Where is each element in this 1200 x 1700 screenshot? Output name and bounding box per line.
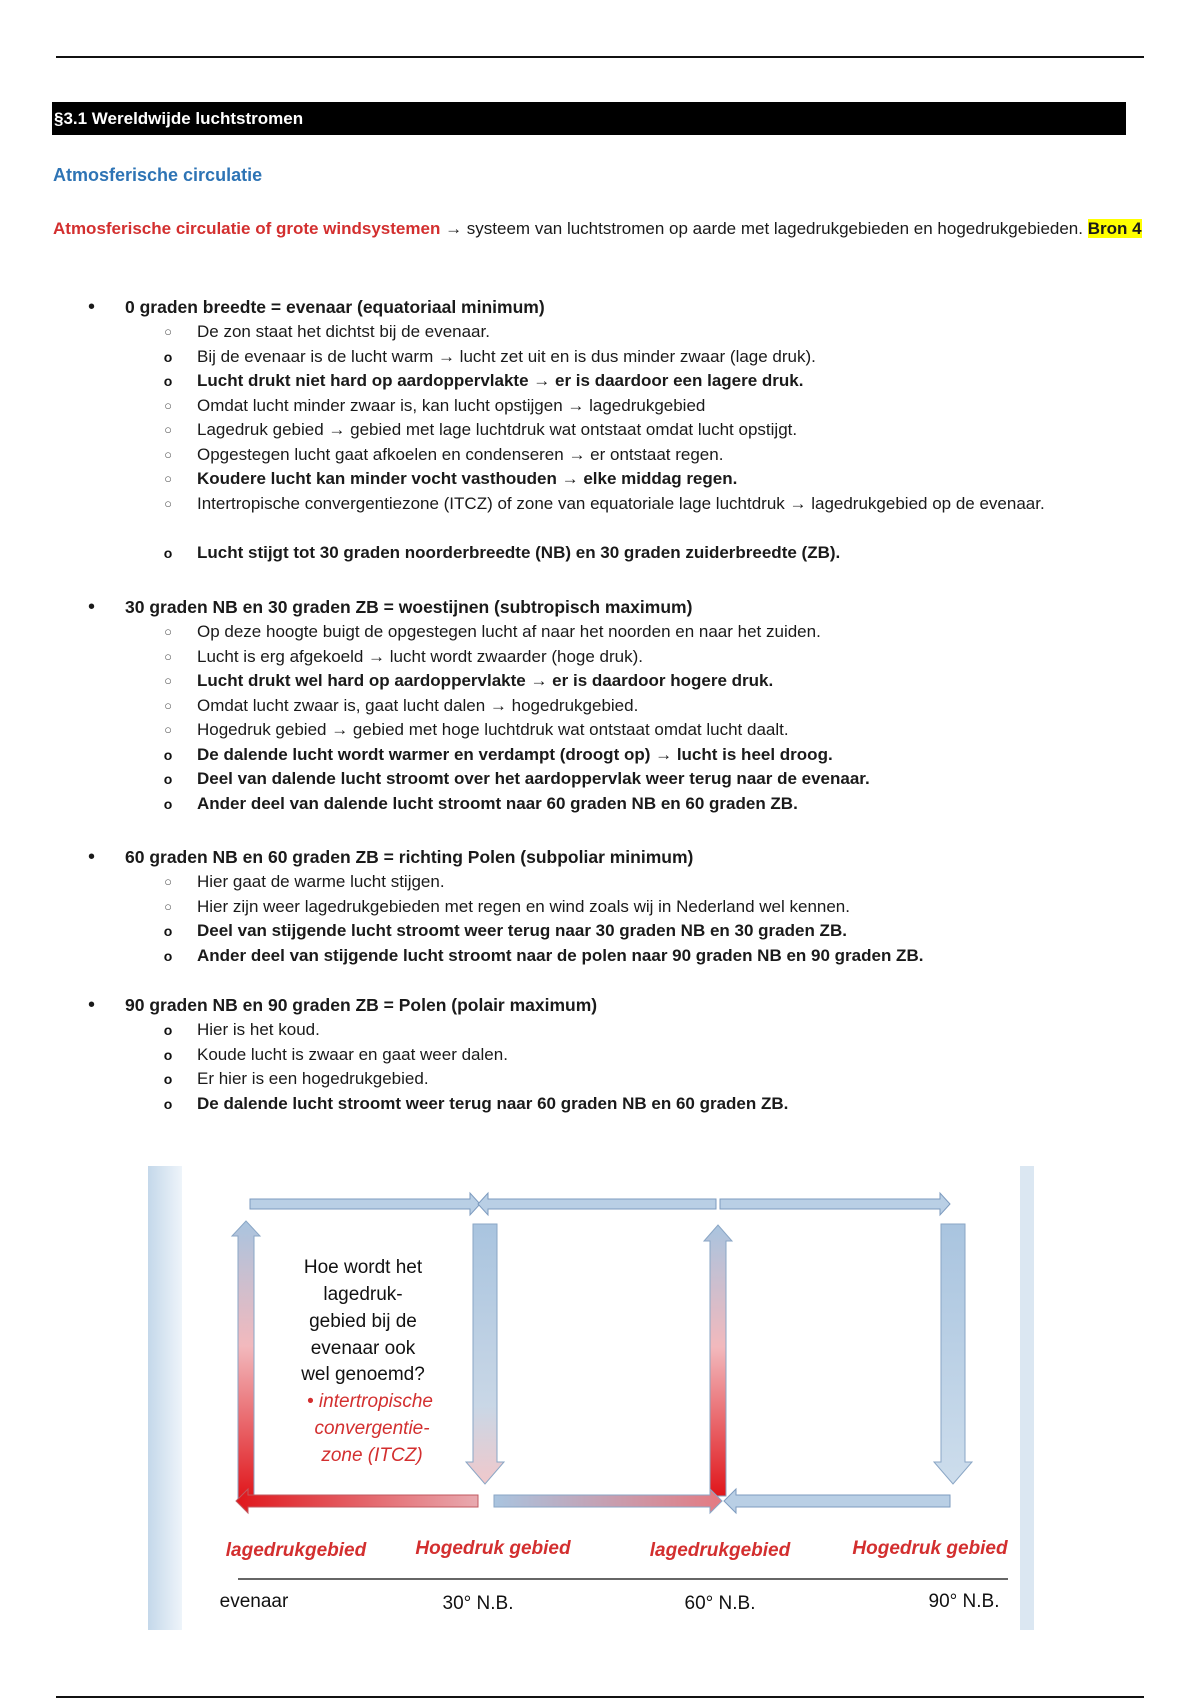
question-line: wel genoemd? [301, 1364, 425, 1385]
list-item: ○ De zon staat het dichtst bij de evenaar. [0, 320, 1200, 345]
latitude-label: evenaar [219, 1591, 289, 1612]
list-item: o Ander deel van dalende lucht stroomt naar 60 graden NB en 60 graden ZB. [0, 792, 1200, 817]
question-line: evenaar ook [310, 1338, 416, 1359]
zone-label: Hogedruk gebied [852, 1538, 1008, 1559]
latitude-label: 30° N.B. [442, 1593, 514, 1614]
list-item: o Hier is het koud. [0, 1018, 1200, 1043]
list-item: o Er hier is een hogedrukgebied. [0, 1067, 1200, 1092]
circle-bullet-icon: ○ [164, 422, 172, 437]
bullet-icon: • [88, 296, 96, 318]
section-title: §3.1 Wereldwijde luchtstromen [52, 102, 1126, 135]
circulation-block-equator [0, 295, 1200, 565]
list-item: ○ Intertropische convergentiezone (ITCZ) of zone van equatoriale lage luchtdruk → lagedrukgebied op de evenaar. [0, 492, 1200, 541]
list-item: o Lucht drukt niet hard op aardoppervlakte → er is daardoor een lagere druk. [0, 369, 1200, 394]
circle-bullet-icon: ○ [164, 648, 172, 664]
rising-air-equator-icon [232, 1221, 260, 1499]
bullet-heading-text: 0 graden breedte = evenaar (equatoriaal minimum) [125, 297, 545, 317]
bullet-heading [0, 295, 1200, 320]
answer-line: • intertropische [307, 1391, 433, 1412]
circle-bullet-icon: ○ [164, 495, 172, 511]
answer-line: convergentie- [314, 1418, 430, 1439]
bullet-icon: • [88, 596, 96, 618]
intro-text: systeem van luchtstromen op aarde met lagedrukgebieden en hogedrukgebieden. [462, 219, 1088, 238]
bullet-icon: • [88, 846, 96, 868]
circulation-block-30 [0, 595, 1200, 816]
list-item: o Bij de evenaar is de lucht warm → lucht zet uit en is dus minder zwaar (lage druk). [0, 345, 1200, 370]
intro-paragraph [53, 216, 1153, 241]
circle-bullet-icon: o [163, 795, 173, 812]
bullet-heading [0, 595, 1200, 620]
subheading: Atmosferische circulatie [53, 165, 263, 185]
answer-line: zone (ITCZ) [321, 1445, 423, 1466]
question-line: gebied bij de [309, 1311, 417, 1332]
circulation-block-90 [0, 993, 1200, 1116]
surface-flow-to-equator-icon [236, 1489, 478, 1513]
bullet-heading-text: 90 graden NB en 90 graden ZB = Polen (polair maximum) [125, 995, 598, 1015]
bottom-rule [56, 1696, 1144, 1698]
zone-label: Hogedruk gebied [415, 1538, 571, 1559]
circle-bullet-icon: ○ [164, 673, 172, 688]
top-arrow-right-2-icon [720, 1193, 950, 1215]
list-item: ○ Lucht is erg afgekoeld → lucht wordt zwaarder (hoge druk). [0, 645, 1200, 670]
frame-right [1020, 1166, 1034, 1630]
list-item: o Koude lucht is zwaar en gaat weer dalen. [0, 1043, 1200, 1068]
zone-label: lagedrukgebied [649, 1540, 791, 1561]
surface-flow-to-60-icon [494, 1489, 722, 1513]
zone-label: lagedrukgebied [225, 1540, 367, 1561]
circle-bullet-icon: o [163, 1095, 173, 1112]
list-item: o Deel van stijgende lucht stroomt weer terug naar 30 graden NB en 30 graden ZB. [0, 919, 1200, 944]
question-line: Hoe wordt het [303, 1257, 423, 1278]
list-item: ○ Opgestegen lucht gaat afkoelen en condenseren → er ontstaat regen. [0, 443, 1200, 468]
sinking-air-90-icon [934, 1224, 972, 1484]
circle-bullet-icon: ○ [164, 446, 172, 462]
bullet-icon: • [88, 994, 96, 1016]
circle-bullet-icon: o [163, 544, 173, 561]
circle-bullet-icon: o [163, 348, 173, 365]
list-item: ○ Lagedruk gebied → gebied met lage luchtdruk wat ontstaat omdat lucht opstijgt. [0, 418, 1200, 443]
list-item: o Deel van dalende lucht stroomt over het aardoppervlak weer terug naar de evenaar. [0, 767, 1200, 792]
latitude-label: 90° N.B. [928, 1591, 1000, 1612]
list-item: ○ Omdat lucht minder zwaar is, kan lucht opstijgen → lagedrukgebied [0, 394, 1200, 419]
circulation-diagram [148, 1166, 1038, 1630]
arrow-icon: → [445, 219, 463, 238]
bullet-heading [0, 845, 1200, 870]
circle-bullet-icon: ○ [164, 697, 172, 713]
list-item: ○ Lucht drukt wel hard op aardoppervlakte → er is daardoor hogere druk. [0, 669, 1200, 694]
circle-bullet-icon: o [163, 947, 173, 964]
list-item: ○ Hier zijn weer lagedrukgebieden met regen en wind zoals wij in Nederland wel kennen. [0, 895, 1200, 920]
circle-bullet-icon: ○ [164, 324, 172, 339]
list-item: ○ Omdat lucht zwaar is, gaat lucht dalen → hogedrukgebied. [0, 694, 1200, 719]
surface-flow-from-pole-icon [724, 1489, 950, 1513]
circle-bullet-icon: ○ [164, 874, 172, 889]
circle-bullet-icon: o [163, 746, 173, 763]
circle-bullet-icon: o [163, 771, 173, 787]
latitude-label: 60° N.B. [684, 1593, 756, 1614]
circle-bullet-icon: ○ [164, 624, 172, 639]
top-arrow-right-icon [250, 1193, 480, 1215]
source-highlight: Bron 4 [1087, 219, 1142, 238]
circle-bullet-icon: o [163, 373, 173, 389]
list-item: o Ander deel van stijgende lucht stroomt naar de polen naar 90 graden NB en 90 graden ZB. [0, 944, 1200, 969]
bullet-heading-text: 30 graden NB en 30 graden ZB = woestijnen (subtropisch maximum) [125, 597, 693, 617]
sinking-air-30-icon [466, 1224, 504, 1484]
circle-bullet-icon: ○ [164, 722, 172, 737]
top-rule [56, 56, 1144, 58]
circulation-block-60 [0, 845, 1200, 968]
list-item: o De dalende lucht wordt warmer en verdampt (droogt op) → lucht is heel droog. [0, 743, 1200, 768]
list-item: ○ Op deze hoogte buigt de opgestegen lucht af naar het noorden en naar het zuiden. [0, 620, 1200, 645]
circle-bullet-icon: o [163, 1022, 173, 1038]
list-item: ○ Hogedruk gebied → gebied met hoge luchtdruk wat ontstaat omdat lucht daalt. [0, 718, 1200, 743]
question-line: lagedruk- [323, 1284, 403, 1305]
circle-bullet-icon: o [163, 1071, 173, 1087]
circle-bullet-icon: o [163, 1046, 173, 1063]
intro-term: Atmosferische circulatie of grote windsystemen [53, 219, 441, 238]
bullet-heading-text: 60 graden NB en 60 graden ZB = richting Polen (subpoliar minimum) [125, 847, 694, 867]
list-item: ○ Hier gaat de warme lucht stijgen. [0, 870, 1200, 895]
list-item: ○ Koudere lucht kan minder vocht vasthouden → elke middag regen. [0, 467, 1200, 492]
list-item: o De dalende lucht stroomt weer terug naar 60 graden NB en 60 graden ZB. [0, 1092, 1200, 1117]
circle-bullet-icon: o [163, 923, 173, 939]
frame-left [148, 1166, 182, 1630]
circle-bullet-icon: ○ [164, 898, 172, 914]
list-item: o Lucht stijgt tot 30 graden noorderbreedte (NB) en 30 graden zuiderbreedte (ZB). [0, 541, 1200, 566]
circle-bullet-icon: ○ [164, 471, 172, 486]
bullet-heading [0, 993, 1200, 1018]
circle-bullet-icon: ○ [164, 397, 172, 413]
rising-air-60-icon [704, 1225, 732, 1496]
top-arrow-left-icon [478, 1193, 716, 1215]
